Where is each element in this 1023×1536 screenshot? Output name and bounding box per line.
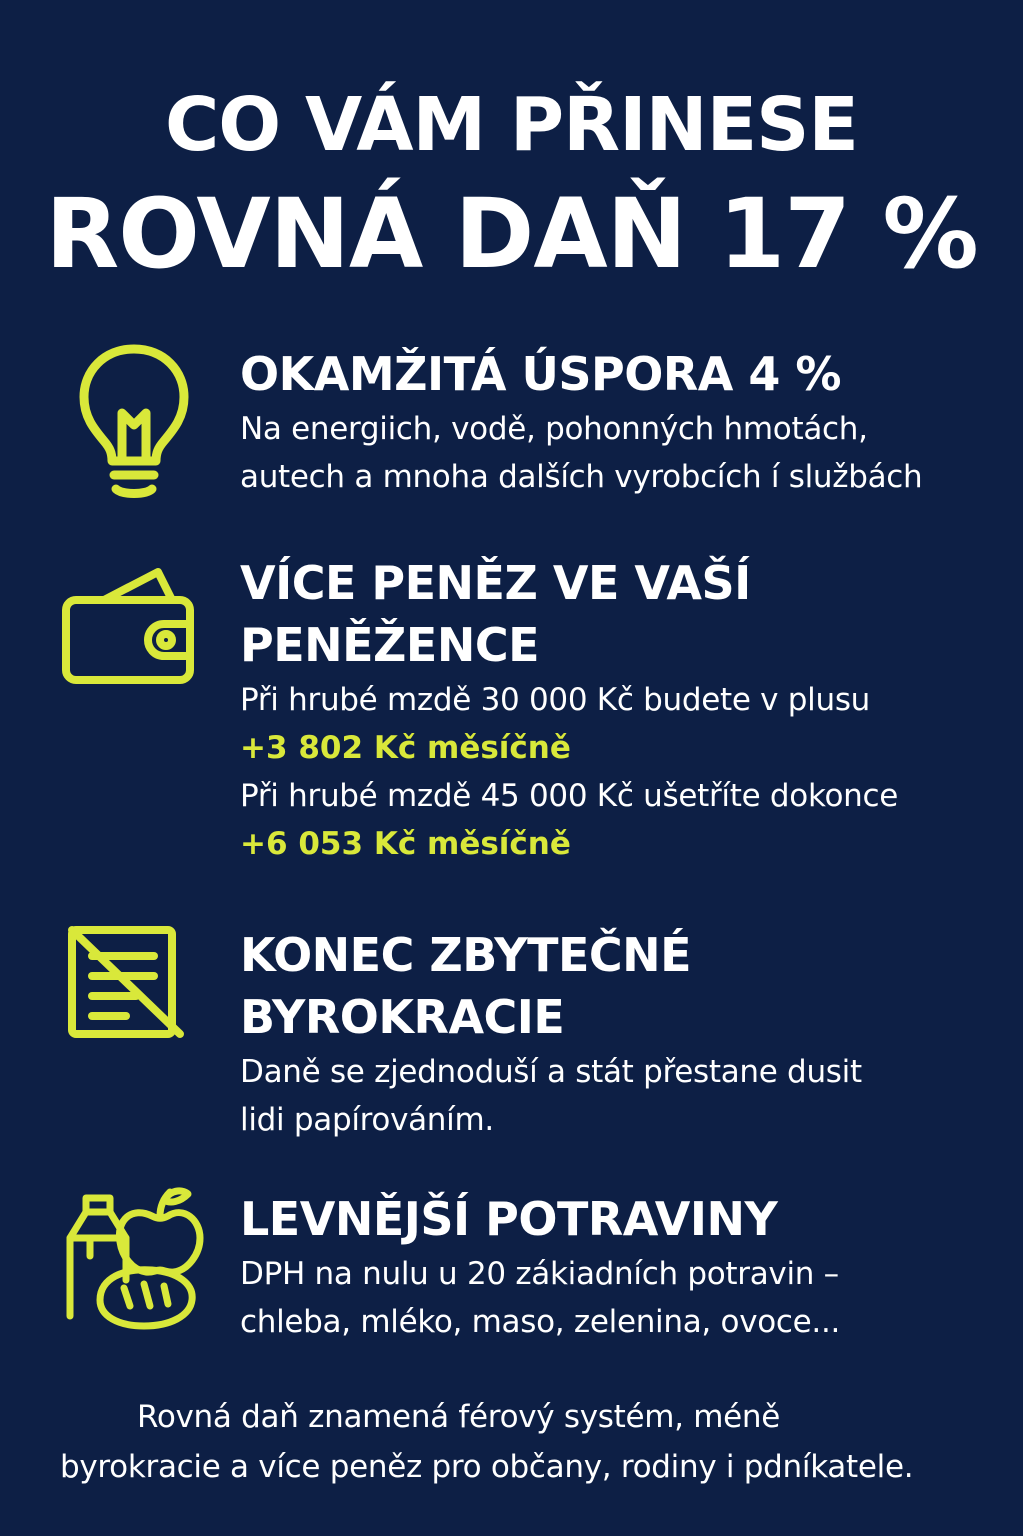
section-heading-wallet-1: VÍCE PENĚZ VE VAŠÍ xyxy=(240,556,751,610)
groceries-icon xyxy=(60,1176,210,1336)
page-title-line-1: CO VÁM PŘINESE xyxy=(165,82,858,168)
section-text-groceries-1: DPH na nulu u 20 zákiadních potravin – xyxy=(240,1256,839,1292)
section-heading-groceries: LEVNĚJŠÍ POTRAVINY xyxy=(240,1192,778,1246)
section-text-bureaucracy-1: Daně se zjednoduší a stát přestane dusit xyxy=(240,1054,862,1090)
crossed-document-icon xyxy=(66,924,186,1040)
section-text-bureaucracy-2: lidi papírováním. xyxy=(240,1102,494,1138)
section-text-savings-2: autech a mnoha dalších vyrobcích í službách xyxy=(240,459,923,495)
section-heading-bureaucracy-1: KONEC ZBYTEČNÉ xyxy=(240,928,692,982)
footer-line-1: Rovná daň znamená férový systém, méně xyxy=(137,1399,781,1435)
section-text-wallet-2: Při hrubé mzdě 45 000 Kč ušetříte dokonce xyxy=(240,778,899,814)
page-title-line-2: ROVNÁ DAŇ 17 % xyxy=(45,178,978,290)
section-wallet xyxy=(240,552,1010,868)
section-highlight-wallet-2: +6 053 Kč měsíčně xyxy=(240,826,571,862)
footer xyxy=(0,1392,1023,1492)
section-text-groceries-2: chleba, mléko, maso, zelenina, ovoce... xyxy=(240,1304,841,1340)
section-groceries xyxy=(240,1188,1010,1346)
section-highlight-wallet-1: +3 802 Kč měsíčně xyxy=(240,730,571,766)
section-bureaucracy xyxy=(240,924,1010,1144)
wallet-icon xyxy=(60,566,204,686)
section-heading-wallet-2: PENĚŽENCE xyxy=(240,618,540,672)
section-savings xyxy=(240,343,1010,501)
section-text-savings-1: Na energiich, vodě, pohonných hmotách, xyxy=(240,411,868,447)
section-heading-savings: OKAMŽITÁ ÚSPORA 4 % xyxy=(240,347,841,401)
footer-line-2: byrokracie a více peněz pro občany, rodiny i pdníkatele. xyxy=(60,1449,914,1485)
section-text-wallet-1: Při hrubé mzdě 30 000 Kč budete v plusu xyxy=(240,682,871,718)
lightbulb-icon xyxy=(78,343,190,499)
section-heading-bureaucracy-2: BYROKRACIE xyxy=(240,990,565,1044)
